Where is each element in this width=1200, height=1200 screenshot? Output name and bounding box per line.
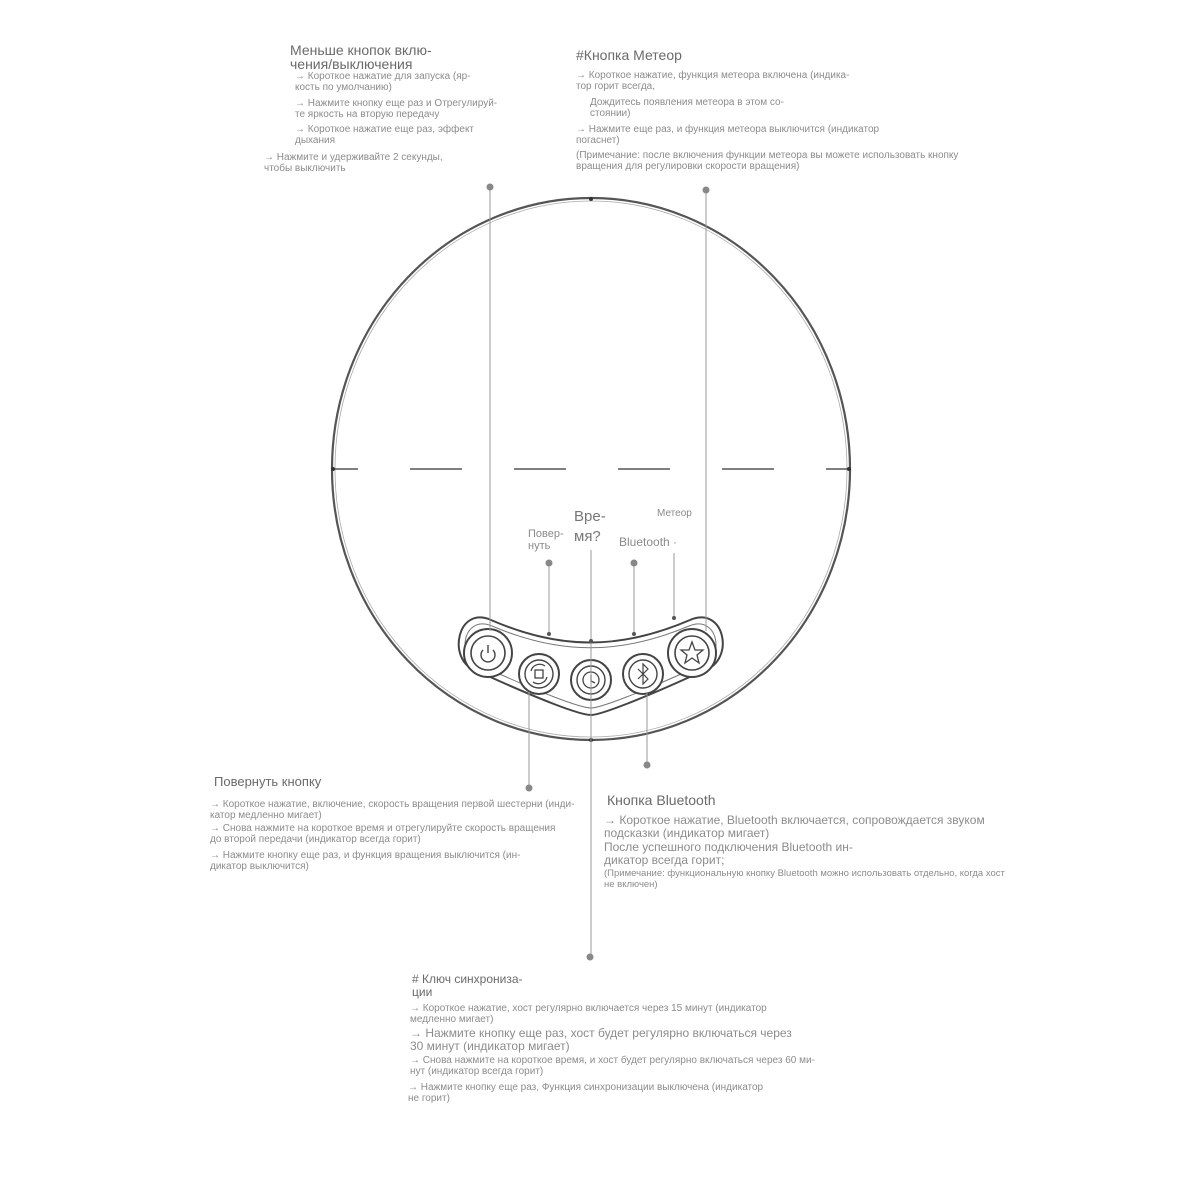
- power-item-2: → Нажмите кнопку еще раз и Отрегулируй- те яркость на вторую передачу: [295, 98, 498, 120]
- top-marker: [589, 197, 593, 201]
- callout-rotate: Повер- нуть: [528, 528, 564, 552]
- bluetooth-title: Кнопка Bluetooth: [607, 792, 716, 808]
- power-item-4: → Нажмите и удерживайте 2 секунды, чтобы выключить: [264, 152, 443, 174]
- rotate-button[interactable]: [519, 654, 559, 694]
- timer-item-1: → Короткое нажатие, хост регулярно включается через 15 минут (индикатор медленно мигает): [410, 1003, 767, 1025]
- meteor-item-2: Дождитесь появления метеора в этом со- стоянии): [590, 97, 784, 119]
- callout-meteor: Метеор: [657, 508, 692, 519]
- bluetooth-item-3: (Примечание: функциональную кнопку Bluetooth можно использовать отдельно, когда хост не включен): [604, 868, 1005, 890]
- timer-item-2: → Нажмите кнопку еще раз, хост будет регулярно включаться через 30 минут (индикатор мигает): [410, 1026, 792, 1053]
- meteor-button[interactable]: [668, 629, 716, 677]
- bluetooth-item-1: → Короткое нажатие, Bluetooth включается, сопровождается звуком подсказки (индикатор мигает): [604, 813, 985, 840]
- rotate-item-3: → Нажмите кнопку еще раз, и функция вращения выключится (ин- дикатор выключится): [210, 850, 521, 872]
- equator-left-dot: [331, 467, 335, 471]
- rotate-item-2: → Снова нажмите на короткое время и отрегулируйте скорость вращения до второй передачи (индикатор всегда горит): [210, 823, 556, 845]
- power-item-1: → Короткое нажатие для запуска (яр- кость по умолчанию): [295, 71, 471, 93]
- power-title: Меньше кнопок вклю- чения/выключения: [290, 42, 432, 72]
- bluetooth-button[interactable]: [623, 654, 663, 694]
- meteor-item-1: → Короткое нажатие, функция метеора включена (индика- тор горит всегда,: [576, 70, 850, 92]
- power-item-3: → Короткое нажатие еще раз, эффект дыхания: [295, 124, 475, 146]
- timer-item-4: → Нажмите кнопку еще раз, Функция синхронизации выключена (индикатор не горит): [408, 1082, 764, 1104]
- meteor-title: #Кнопка Метеор: [576, 47, 682, 63]
- meteor-item-4: (Примечание: после включения функции метеора вы можете использовать кнопку вращения для регулировки скорости вращения): [576, 150, 959, 172]
- equator-right-dot: [847, 467, 851, 471]
- power-button[interactable]: [464, 629, 512, 677]
- callout-bluetooth: Bluetooth ·: [619, 535, 678, 549]
- timer-title: # Ключ синхрониза- ции: [412, 972, 523, 999]
- bluetooth-item-2: После успешного подключения Bluetooth ин- дикатор всегда горит;: [604, 840, 853, 867]
- meteor-item-3: → Нажмите еще раз, и функция метеора выключится (индикатор погаснет): [576, 124, 880, 146]
- rotate-item-1: → Короткое нажатие, включение, скорость вращения первой шестерни (инди- катор медленно мигает): [210, 799, 575, 821]
- rotate-title: Повернуть кнопку: [214, 774, 322, 789]
- timer-item-3: → Снова нажмите на короткое время, и хост будет регулярно включаться через 60 ми- нут (индикатор всегда горит): [410, 1055, 815, 1077]
- callout-time: Вре- мя?: [574, 508, 606, 545]
